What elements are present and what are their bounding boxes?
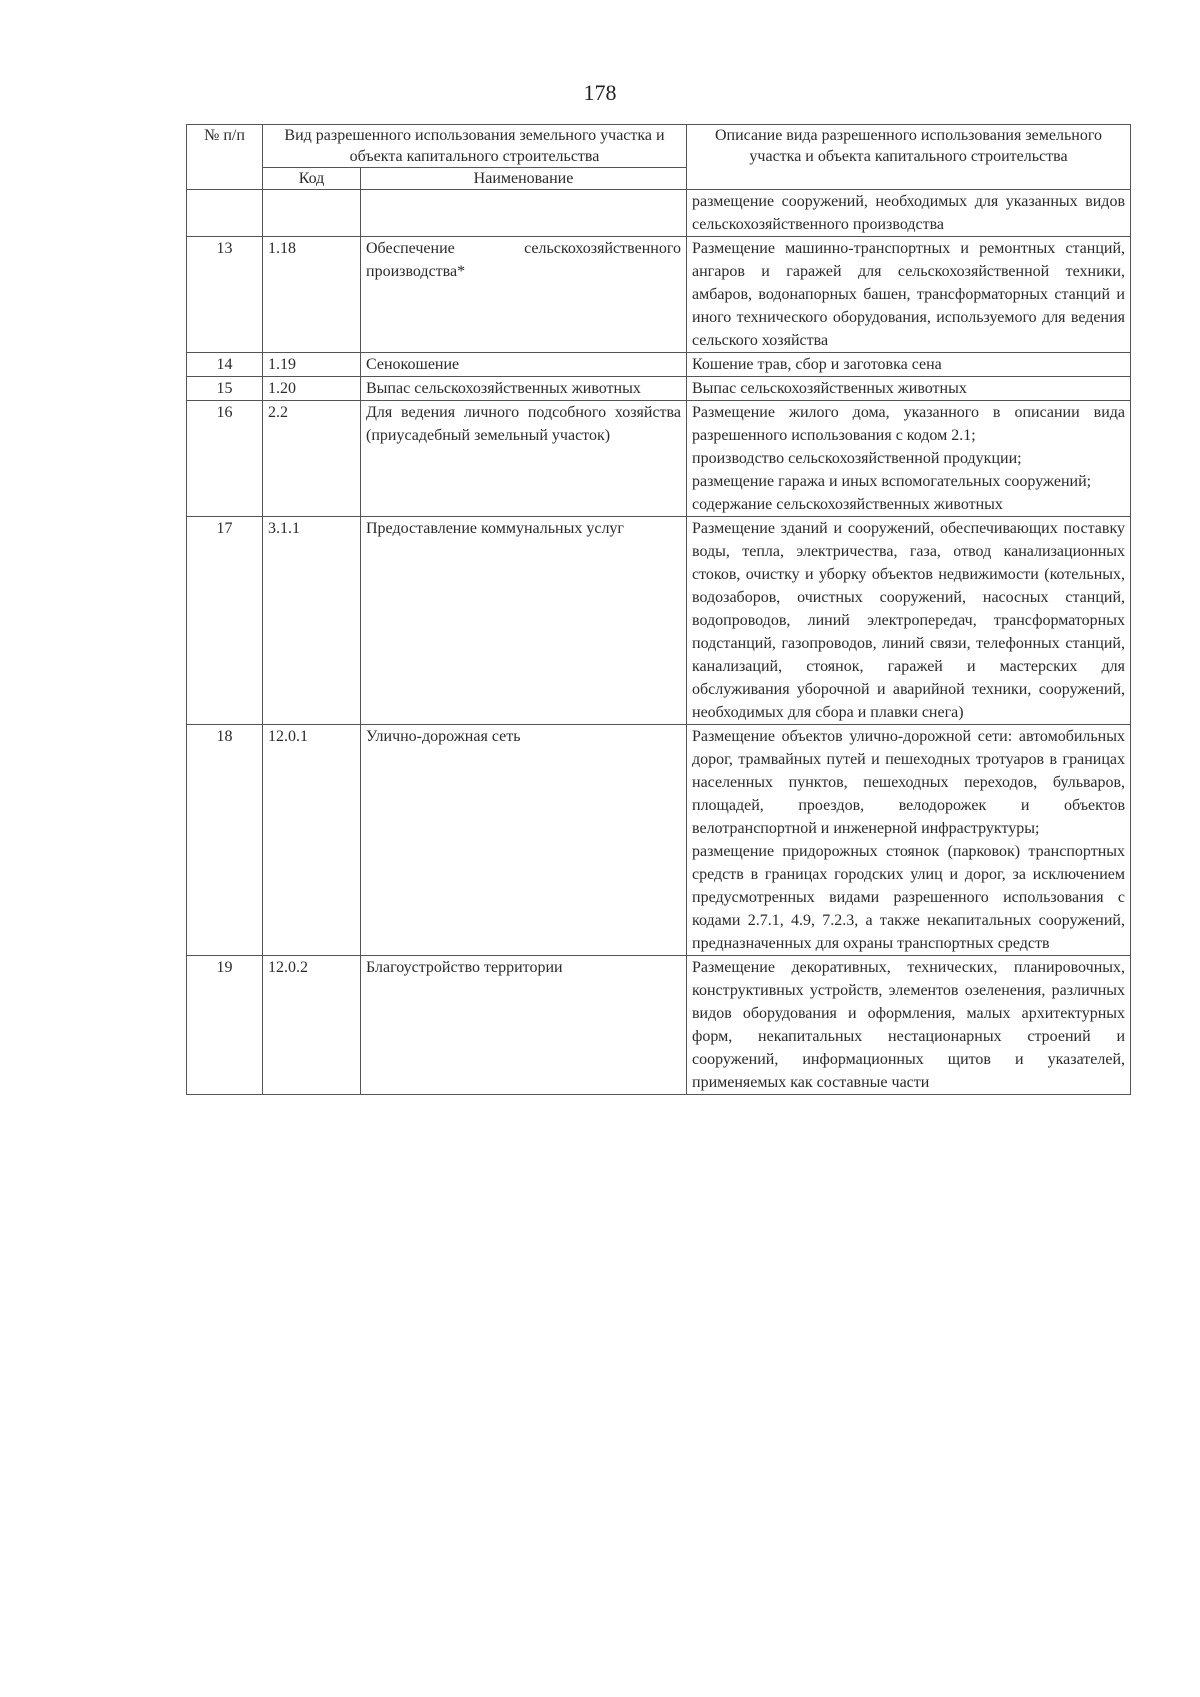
row-name-cell: Улично-дорожная сеть [361, 725, 687, 956]
description-paragraph: производство сельскохозяйственной продукции; [692, 450, 1022, 467]
row-code-cell: 1.20 [263, 377, 361, 401]
table-row [187, 237, 1131, 353]
description-paragraph: размещение сооружений, необходимых для указанных видов сельскохозяйственного производства [692, 193, 1125, 233]
header-code: Код [263, 168, 361, 190]
page-number: 178 [583, 80, 617, 105]
row-code-cell: 1.18 [263, 237, 361, 353]
row-name-cell: Выпас сельскохозяйственных животных [361, 377, 687, 401]
description-paragraph: Размещение объектов улично-дорожной сети: автомобильных дорог, трамвайных путей и пешеходных тротуаров в границах населенных пунктов, пешеходных переходов, бульваров, площадей, проездов, велодорожек и объектов велотранспортной и инженерной инфраструктуры; [692, 728, 1125, 837]
description-paragraph: размещение гаража и иных вспомогательных сооружений; [692, 473, 1092, 490]
row-name-cell: Сенокошение [361, 353, 687, 377]
row-description-cell [687, 401, 1131, 517]
row-code-cell: 2.2 [263, 401, 361, 517]
row-code-cell: 12.0.1 [263, 725, 361, 956]
table-row [187, 517, 1131, 725]
description-paragraph: Кошение трав, сбор и заготовка сена [692, 356, 942, 373]
description-paragraph: содержание сельскохозяйственных животных [692, 496, 1003, 513]
row-number-cell: 16 [187, 401, 263, 517]
description-paragraph: размещение придорожных стоянок (парковок) транспортных средств в границах городских улиц и дорог, за исключением предусмотренных видами разрешенного использования с кодами 2.7.1, 4.9, 7.2.3, а также некапитальных сооружений, предназначенных для охраны транспортных средств [692, 843, 1125, 952]
row-name-cell: Предоставление коммунальных услуг [361, 517, 687, 725]
row-number-cell: 18 [187, 725, 263, 956]
row-description-cell [687, 190, 1131, 237]
row-description-cell [687, 956, 1131, 1095]
land-use-table [186, 124, 1131, 1095]
table-body [187, 190, 1131, 1095]
row-number-cell [187, 190, 263, 237]
row-code-cell: 3.1.1 [263, 517, 361, 725]
row-name-cell: Обеспечение сельскохозяйственного производства* [361, 237, 687, 353]
row-code-cell: 1.19 [263, 353, 361, 377]
header-number: № п/п [187, 125, 263, 190]
table-row [187, 956, 1131, 1095]
header-use-type-group: Вид разрешенного использования земельного участка и объекта капитального строительства [263, 125, 687, 168]
row-description-cell [687, 725, 1131, 956]
row-name-cell [361, 190, 687, 237]
table-row [187, 377, 1131, 401]
table-row [187, 190, 1131, 237]
row-number-cell: 19 [187, 956, 263, 1095]
row-description-cell [687, 237, 1131, 353]
table-row [187, 401, 1131, 517]
row-number-cell: 14 [187, 353, 263, 377]
row-number-cell: 17 [187, 517, 263, 725]
header-name: Наименование [361, 168, 687, 190]
description-paragraph: Размещение декоративных, технических, планировочных, конструктивных устройств, элементов озеленения, различных видов оборудования и оформления, малых архитектурных форм, некапитальных нестационарных строений и сооружений, информационных щитов и указателей, применяемых как составные части [692, 959, 1125, 1091]
description-paragraph: Размещение машинно-транспортных и ремонтных станций, ангаров и гаражей для сельскохозяйственной техники, амбаров, водонапорных башен, трансформаторных станций и иного технического оборудования, используемого для ведения сельского хозяйства [692, 240, 1125, 349]
row-name-cell: Благоустройство территории [361, 956, 687, 1095]
header-description: Описание вида разрешенного использования земельного участка и объекта капитального строительства [687, 125, 1131, 190]
row-number-cell: 15 [187, 377, 263, 401]
row-number-cell: 13 [187, 237, 263, 353]
row-code-cell: 12.0.2 [263, 956, 361, 1095]
row-code-cell [263, 190, 361, 237]
row-description-cell [687, 517, 1131, 725]
row-description-cell [687, 377, 1131, 401]
row-description-cell [687, 353, 1131, 377]
table-row [187, 353, 1131, 377]
description-paragraph: Выпас сельскохозяйственных животных [692, 380, 967, 397]
table-header [187, 125, 1131, 190]
row-name-cell: Для ведения личного подсобного хозяйства (приусадебный земельный участок) [361, 401, 687, 517]
description-paragraph: Размещение зданий и сооружений, обеспечивающих поставку воды, тепла, электричества, газа, отвод канализационных стоков, очистку и уборку объектов недвижимости (котельных, водозаборов, очистных сооружений, насосных станций, водопроводов, линий электропередач, трансформаторных подстанций, газопроводов, линий связи, телефонных станций, канализаций, стоянок, гаражей и мастерских для обслуживания уборочной и аварийной техники, сооружений, необходимых для сбора и плавки снега) [692, 520, 1125, 721]
description-paragraph: Размещение жилого дома, указанного в описании вида разрешенного использования с кодом 2.1; [692, 404, 1125, 444]
table-row [187, 725, 1131, 956]
